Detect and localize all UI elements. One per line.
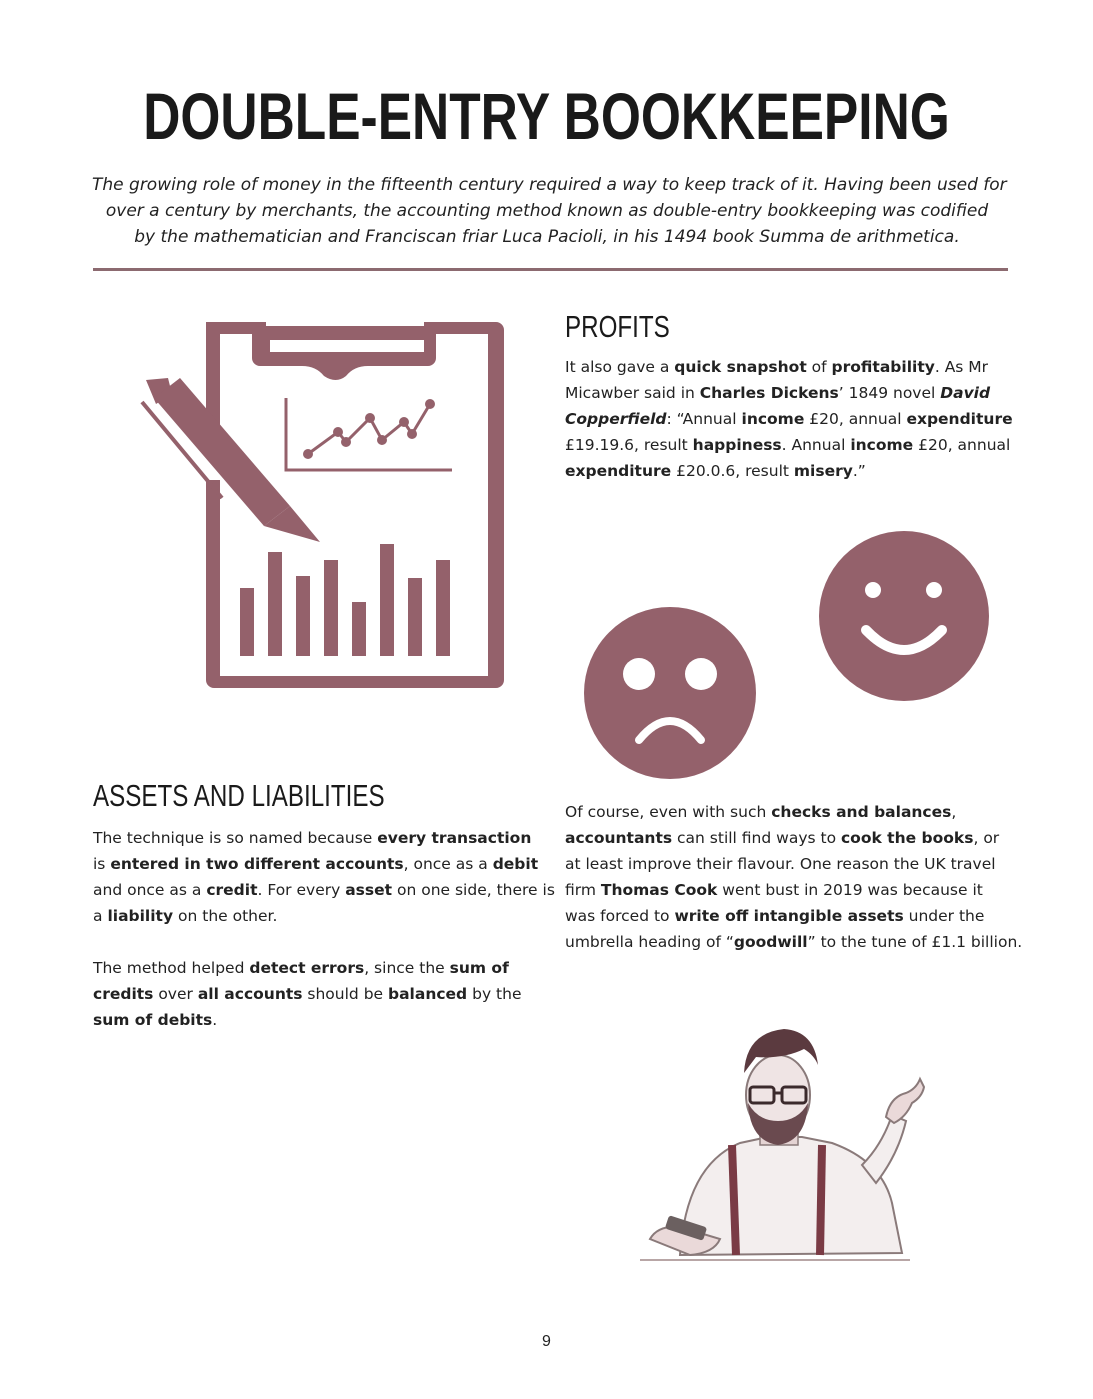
text-line: sum of debits. [93, 1011, 218, 1029]
sad-face-icon [583, 606, 757, 780]
text-line: The technique is so named because every transaction [93, 829, 532, 847]
profits-heading: PROFITS [565, 309, 670, 344]
intro-line: over a century by merchants, the accounting method known as double-entry bookkeeping was codified [105, 201, 989, 221]
text-line: was forced to write off intangible assets under the [565, 907, 985, 925]
page-title: DOUBLE-ENTRY BOOKKEEPING [143, 79, 950, 153]
text-line: a liability on the other. [93, 907, 278, 925]
profits-paragraph [565, 354, 1015, 484]
text-line: at least improve their flavour. One reason the UK travel [565, 855, 996, 873]
assets-heading: ASSETS AND LIABILITIES [93, 778, 385, 813]
text-line: accountants can still find ways to cook the books, or [565, 829, 1000, 847]
checks-paragraph [565, 799, 1025, 955]
text-line: credits over all accounts should be balanced by the [93, 985, 522, 1003]
text-line: expenditure £20.0.6, result misery.” [565, 462, 866, 480]
text-line: is entered in two different accounts, once as a debit [93, 855, 539, 873]
page-number: 9 [542, 1333, 551, 1350]
divider [93, 268, 1008, 271]
text-line: The method helped detect errors, since the sum of [93, 959, 509, 977]
text-line: and once as a credit. For every asset on one side, there is [93, 881, 555, 899]
text-line: umbrella heading of “goodwill” to the tune of £1.1 billion. [565, 933, 1023, 951]
text-line: Of course, even with such checks and balances, [565, 803, 957, 821]
shrugging-man-illustration [640, 1025, 930, 1280]
text-line: Copperfield: “Annual income £20, annual expenditure [565, 410, 1013, 428]
assets-paragraph-2 [93, 955, 543, 1033]
intro-line: by the mathematician and Franciscan friar Luca Pacioli, in his 1494 book Summa de arithmetica. [134, 227, 960, 247]
assets-paragraph-1 [93, 825, 555, 929]
text-line: Micawber said in Charles Dickens’ 1849 novel David [565, 384, 991, 402]
text-line: It also gave a quick snapshot of profitability. As Mr [565, 358, 989, 376]
intro-line: The growing role of money in the fifteenth century required a way to keep track of it. Having been used for [92, 175, 1007, 195]
text-line: £19.19.6, result happiness. Annual income £20, annual [565, 436, 1011, 454]
intro-paragraph [92, 172, 1007, 250]
text-line: firm Thomas Cook went bust in 2019 was because it [565, 881, 983, 899]
happy-face-icon [818, 530, 990, 702]
pen-icon [128, 376, 328, 546]
